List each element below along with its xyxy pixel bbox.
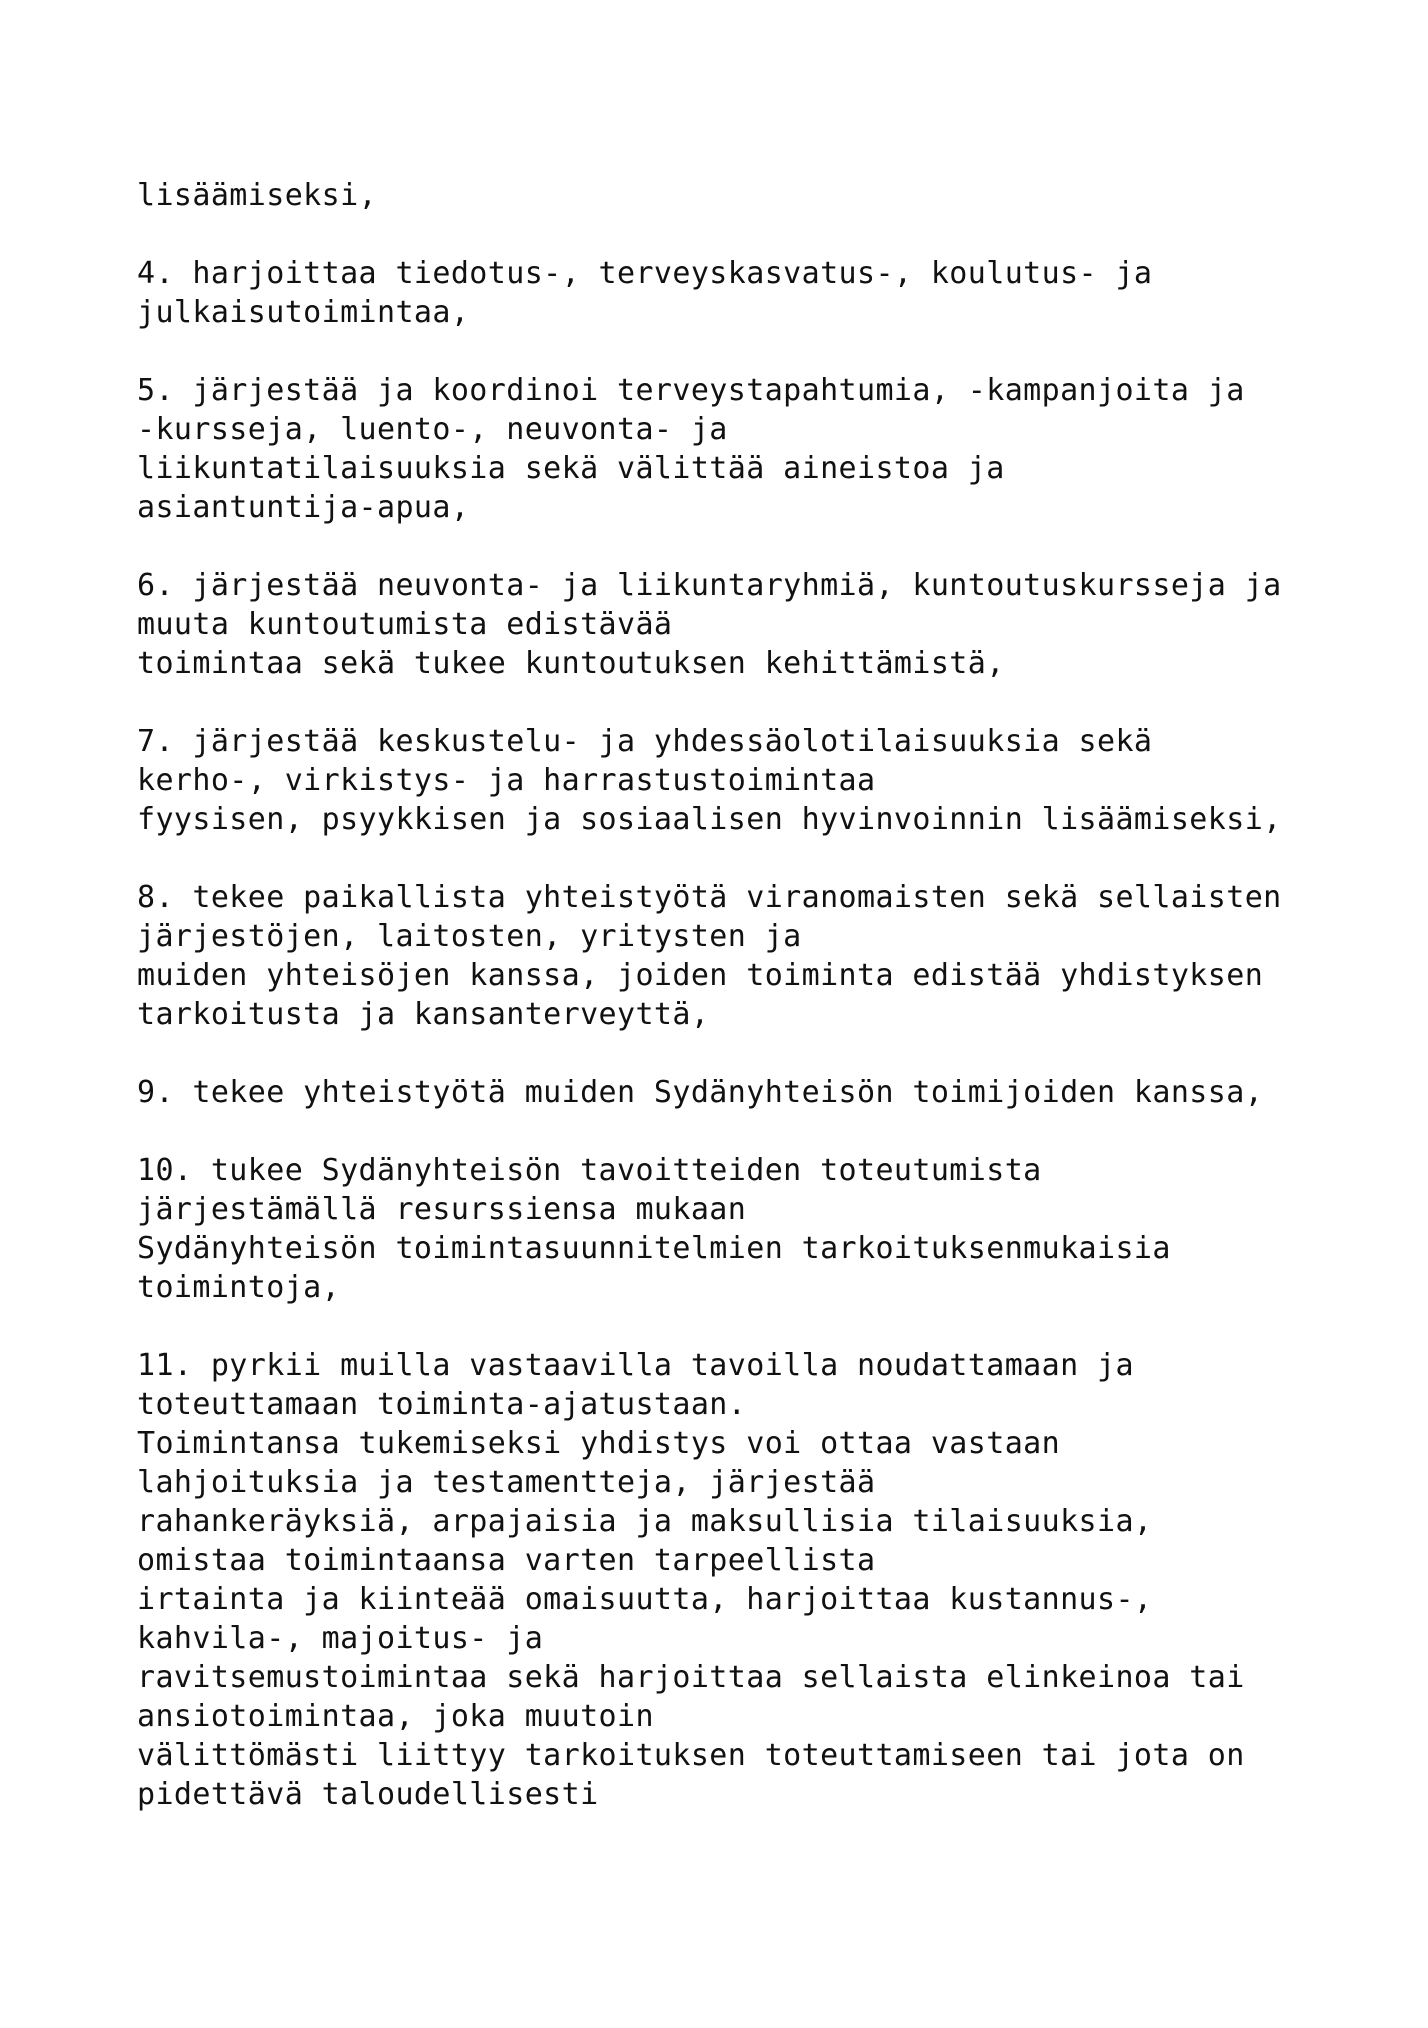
paragraph-gap xyxy=(137,839,1337,878)
text-line: 4. harjoittaa tiedotus-, terveyskasvatus-, koulutus- ja xyxy=(137,256,1153,291)
text-line: liikuntatilaisuuksia sekä välittää aineistoa ja xyxy=(137,451,1005,486)
text-line: järjestämällä resurssiensa mukaan xyxy=(137,1192,747,1227)
paragraph xyxy=(137,176,1337,215)
text-line: rahankeräyksiä, arpajaisia ja maksullisia tilaisuuksia, xyxy=(137,1504,1153,1539)
paragraph-gap xyxy=(137,1307,1337,1346)
text-line: järjestöjen, laitosten, yritysten ja xyxy=(137,919,802,954)
text-line: fyysisen, psyykkisen ja sosiaalisen hyvinvoinnin lisäämiseksi, xyxy=(137,802,1282,837)
text-line: lisäämiseksi, xyxy=(137,178,377,213)
paragraph-gap xyxy=(137,527,1337,566)
text-line: lahjoituksia ja testamentteja, järjestää xyxy=(137,1465,876,1500)
paragraph xyxy=(137,878,1337,1034)
text-line: 7. järjestää keskustelu- ja yhdessäolotilaisuuksia sekä xyxy=(137,724,1153,759)
paragraph-gap xyxy=(137,683,1337,722)
text-line: asiantuntija-apua, xyxy=(137,490,470,525)
text-line: toimintaa sekä tukee kuntoutuksen kehittämistä, xyxy=(137,646,1005,681)
text-line: omistaa toimintaansa varten tarpeellista xyxy=(137,1543,876,1578)
paragraph-gap xyxy=(137,332,1337,371)
paragraph xyxy=(137,1073,1337,1112)
text-line: Sydänyhteisön toimintasuunnitelmien tarkoituksenmukaisia xyxy=(137,1231,1171,1266)
text-line: 11. pyrkii muilla vastaavilla tavoilla noudattamaan ja xyxy=(137,1348,1134,1383)
text-line: pidettävä taloudellisesti xyxy=(137,1777,599,1812)
text-line: tarkoitusta ja kansanterveyttä, xyxy=(137,997,710,1032)
text-line: 10. tukee Sydänyhteisön tavoitteiden toteutumista xyxy=(137,1153,1042,1188)
text-line: muuta kuntoutumista edistävää xyxy=(137,607,673,642)
text-line: 8. tekee paikallista yhteistyötä viranomaisten sekä sellaisten xyxy=(137,880,1282,915)
text-line: -kursseja, luento-, neuvonta- ja xyxy=(137,412,728,447)
paragraph xyxy=(137,254,1337,332)
text-line: ravitsemustoimintaa sekä harjoittaa sellaista elinkeinoa tai xyxy=(137,1660,1245,1695)
paragraph-gap xyxy=(137,215,1337,254)
text-line: välittömästi liittyy tarkoituksen toteuttamiseen tai jota on xyxy=(137,1738,1245,1773)
text-line: kerho-, virkistys- ja harrastustoimintaa xyxy=(137,763,876,798)
text-line: Toimintansa tukemiseksi yhdistys voi ottaa vastaan xyxy=(137,1426,1061,1461)
text-line: muiden yhteisöjen kanssa, joiden toiminta edistää yhdistyksen xyxy=(137,958,1264,993)
text-line: julkaisutoimintaa, xyxy=(137,295,470,330)
text-line: 9. tekee yhteistyötä muiden Sydänyhteisön toimijoiden kanssa, xyxy=(137,1075,1264,1110)
text-line: 5. järjestää ja koordinoi terveystapahtumia, -kampanjoita ja xyxy=(137,373,1245,408)
paragraph xyxy=(137,566,1337,683)
text-line: ansiotoimintaa, joka muutoin xyxy=(137,1699,654,1734)
paragraph xyxy=(137,371,1337,527)
paragraph xyxy=(137,1151,1337,1307)
text-line: irtainta ja kiinteää omaisuutta, harjoittaa kustannus-, xyxy=(137,1582,1153,1617)
text-line: toimintoja, xyxy=(137,1270,341,1305)
paragraph xyxy=(137,1346,1337,1814)
paragraph-gap xyxy=(137,1112,1337,1151)
paragraph-gap xyxy=(137,1034,1337,1073)
text-line: 6. järjestää neuvonta- ja liikuntaryhmiä, kuntoutuskursseja ja xyxy=(137,568,1282,603)
document-body xyxy=(137,176,1337,1814)
paragraph xyxy=(137,722,1337,839)
text-line: kahvila-, majoitus- ja xyxy=(137,1621,544,1656)
text-line: toteuttamaan toiminta-ajatustaan. xyxy=(137,1387,747,1422)
